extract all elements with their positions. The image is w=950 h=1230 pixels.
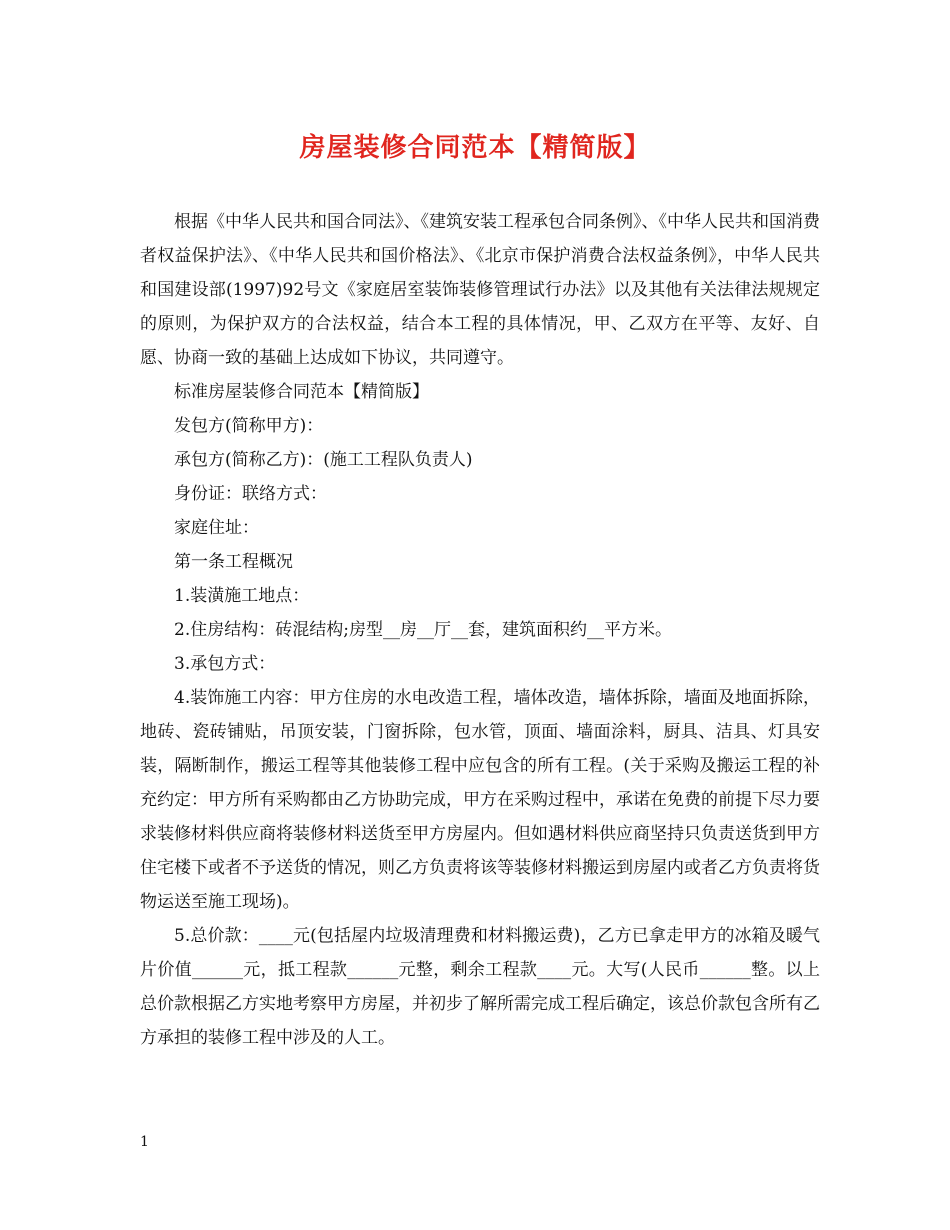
paragraph-item-2: 2.住房结构：砖混结构;房型__房__厅__套，建筑面积约__平方米。 xyxy=(174,620,672,640)
paragraph-item-3: 3.承包方式： xyxy=(174,654,276,674)
document-title: 房屋装修合同范本【精简版】 xyxy=(299,133,651,163)
page-number: 1 xyxy=(140,1134,149,1150)
paragraph-party-b: 承包方(简称乙方)：(施工工程队负责人) xyxy=(174,450,473,470)
document-body xyxy=(140,205,820,1055)
paragraph-item-5: 5.总价款：____元(包括屋内垃圾清理费和材料搬运费)，乙方已拿走甲方的冰箱及暖气片价值______元，抵工程款______元整，剩余工程款____元。大写(人民币______整。以上总价款根据乙方实地考察甲方房屋，并初步了解所需完成工程后确定，该总价款包含所有乙方承担的装修工程中涉及的人工。 xyxy=(140,926,820,1048)
paragraph-address: 家庭住址： xyxy=(174,518,259,538)
paragraph-item-4: 4.装饰施工内容：甲方住房的水电改造工程，墙体改造，墙体拆除，墙面及地面拆除，地砖、瓷砖铺贴，吊顶安装，门窗拆除，包水管，顶面、墙面涂料，厨具、洁具、灯具安装，隔断制作，搬运工程等其他装修工程中应包含的所有工程。(关于采购及搬运工程的补充约定：甲方所有采购都由乙方协助完成，甲方在采购过程中，承诺在免费的前提下尽力要求装修材料供应商将装修材料送货至甲方房屋内。但如遇材料供应商坚持只负责送货到甲方住宅楼下或者不予送货的情况，则乙方负责将该等装修材料搬运到房屋内或者乙方负责将货物运送至施工现场)。 xyxy=(140,688,820,912)
paragraph-subtitle: 标准房屋装修合同范本【精简版】 xyxy=(174,382,429,402)
paragraph-party-a: 发包方(简称甲方)： xyxy=(174,416,324,436)
paragraph-id-contact: 身份证：联络方式： xyxy=(174,484,327,504)
paragraph-preamble: 根据《中华人民共和国合同法》、《建筑安装工程承包合同条例》、《中华人民共和国消费者权益保护法》、《中华人民共和国价格法》、《北京市保护消费合法权益条例》，中华人民共和国建设部(1997)92号文《家庭居室装饰装修管理试行办法》以及其他有关法律法规规定的原则，为保护双方的合法权益，结合本工程的具体情况，甲、乙双方在平等、友好、自愿、协商一致的基础上达成如下协议，共同遵守。 xyxy=(140,212,820,368)
paragraph-article-1: 第一条工程概况 xyxy=(174,552,293,572)
paragraph-item-1: 1.装潢施工地点： xyxy=(174,586,310,606)
